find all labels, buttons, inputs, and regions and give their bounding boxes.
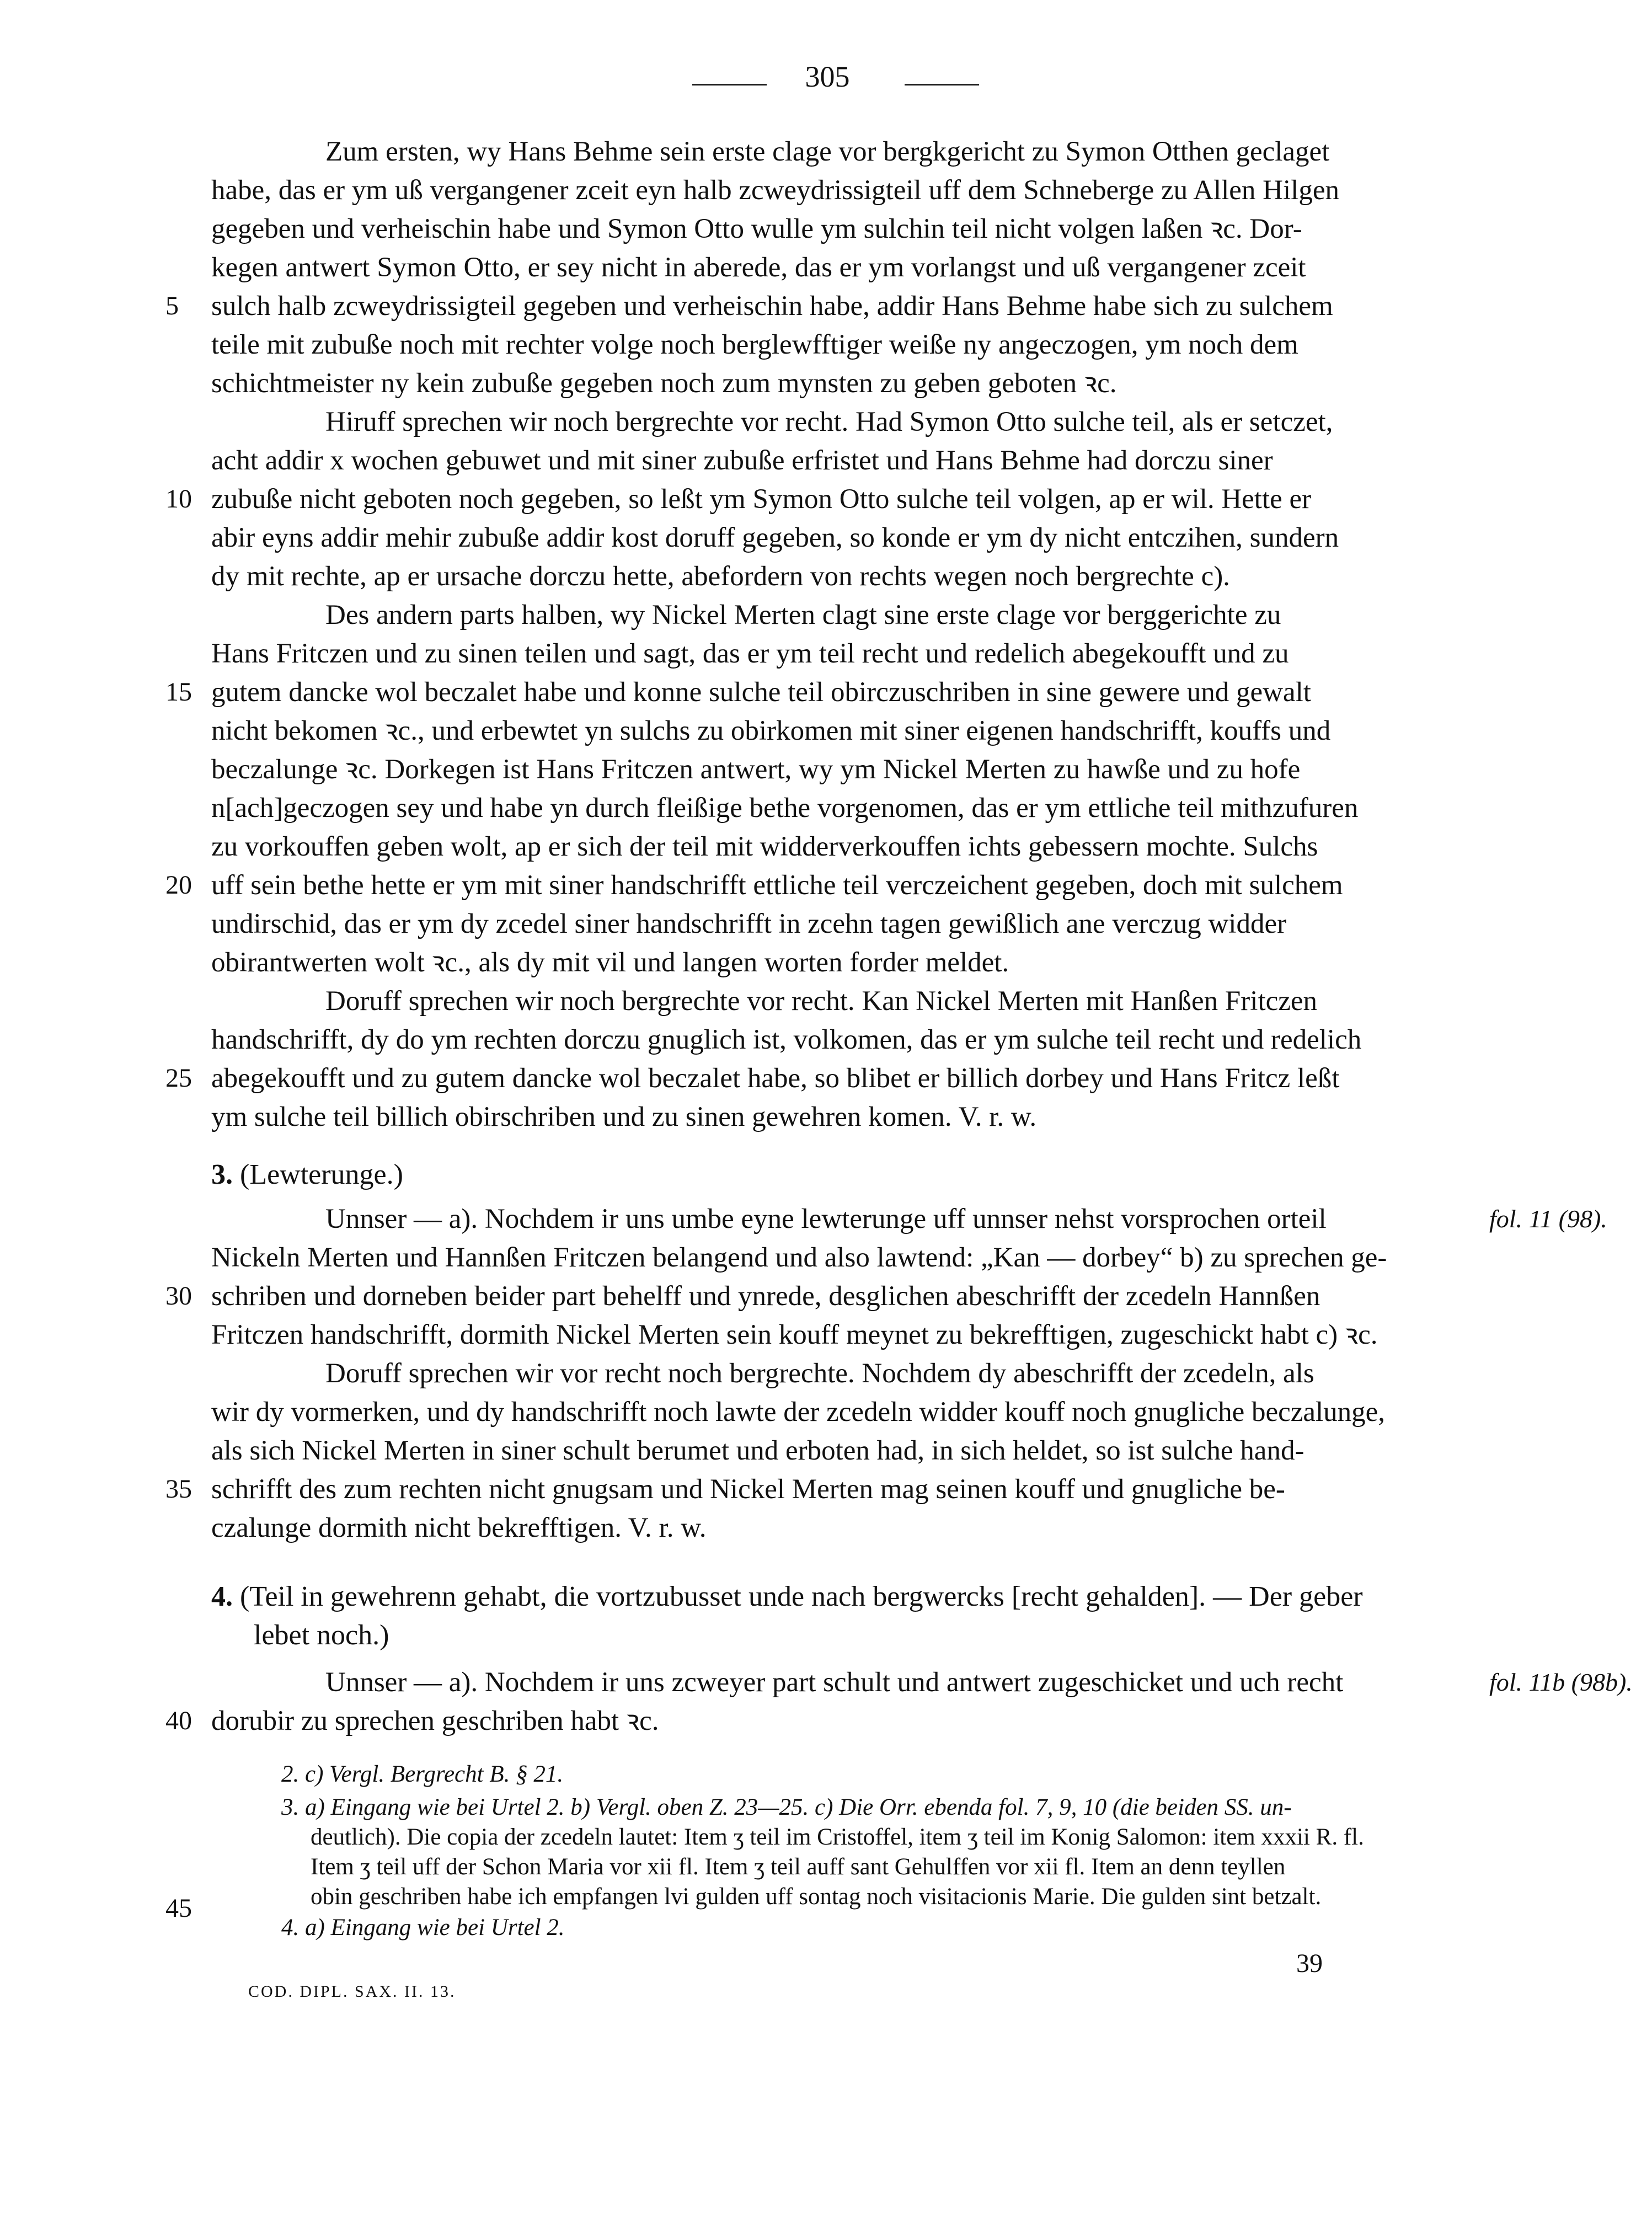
- body-line: schriben und dorneben beider part behelff und ynrede, desglichen abeschrifft der zcedeln Hannßen: [211, 1281, 1320, 1312]
- margin-folio-note: fol. 11 (98).: [1489, 1205, 1607, 1233]
- body-line: gegeben und verheischin habe und Symon Otto wulle ym sulchin teil nicht volgen laßen ꝛc. Dor-: [211, 213, 1302, 244]
- body-line: uff sein bethe hette er ym mit siner handschrifft ettliche teil verczeichent gegeben, doch mit sulchem: [211, 870, 1343, 901]
- body-line: Fritczen handschrifft, dormith Nickel Merten sein kouff meynet zu bekrefftigen, zugeschickt habt c) ꝛc.: [211, 1319, 1378, 1350]
- body-line: zu vorkouffen geben wolt, ap er sich der teil mit widderverkouffen ichts gebessern mochte. Sulchs: [211, 831, 1318, 862]
- section-title: (Lewterunge.): [240, 1159, 403, 1190]
- line-number: 15: [165, 677, 192, 707]
- line-number: 35: [165, 1474, 192, 1504]
- body-line: Nickeln Merten und Hannßen Fritczen belangend und also lawtend: „Kan — dorbey“ b) zu sprechen ge-: [211, 1242, 1387, 1273]
- body-line: obirantwerten wolt ꝛc., als dy mit vil und langen worten forder meldet.: [211, 947, 1009, 978]
- footnote: [281, 1913, 565, 1943]
- body-line: dorubir zu sprechen geschriben habt ꝛc.: [211, 1706, 659, 1736]
- line-number: 5: [165, 291, 179, 320]
- line-number: 10: [165, 484, 192, 514]
- body-line: schrifft des zum rechten nicht gnugsam und Nickel Merten mag seinen kouff und gnugliche be-: [211, 1474, 1285, 1505]
- body-line: gutem dancke wol beczalet habe und konne sulche teil obirczuschriben in sine gewere und gewalt: [211, 677, 1311, 708]
- section-4-heading: [211, 1578, 1363, 1616]
- section-number: 4.: [211, 1581, 233, 1612]
- body-line: als sich Nickel Merten in siner schult berumet und erboten had, in sich heldet, so ist sulche hand-: [211, 1435, 1305, 1466]
- body-line: kegen antwert Symon Otto, er sey nicht in aberede, das er ym vorlangst und uß vergangener zceit: [211, 252, 1306, 283]
- body-line: ym sulche teil billich obirschriben und zu sinen gewehren komen. V. r. w.: [211, 1102, 1037, 1132]
- body-line: nicht bekomen ꝛc., und erbewtet yn sulchs zu obirkomen mit siner eigenen handschrifft, kouffs und: [211, 715, 1331, 746]
- line-number: 40: [165, 1706, 192, 1735]
- body-line: sulch halb zcweydrissigteil gegeben und verheischin habe, addir Hans Behme habe sich zu sulchem: [211, 291, 1333, 322]
- body-line: handschrifft, dy do ym rechten dorczu gnuglich ist, volkomen, das er ym sulche teil recht und redelich: [211, 1024, 1362, 1055]
- footnote: obin geschriben habe ich empfangen lvi gulden uff sontag noch visitacionis Marie. Die gulden sint betzalt.: [311, 1884, 1322, 1910]
- body-line: dy mit rechte, ap er ursache dorczu hette, abefordern von rechts wegen noch bergrechte c).: [211, 561, 1230, 592]
- page-number: 305: [805, 60, 850, 93]
- body-line: n[ach]geczogen sey und habe yn durch fleißige bethe vorgenomen, das er ym ettliche teil mithzufuren: [211, 793, 1359, 824]
- line-number: 30: [165, 1281, 192, 1311]
- body-line: Doruff sprechen wir vor recht noch bergrechte. Nochdem dy abeschrifft der zcedeln, als: [325, 1358, 1314, 1389]
- body-line: Hans Fritczen und zu sinen teilen und sagt, das er ym teil recht und redelich abegekoufft und zu: [211, 638, 1289, 669]
- footnote-text: 2. c) Vergl. Bergrecht B. § 21.: [281, 1761, 564, 1787]
- body-line: Zum ersten, wy Hans Behme sein erste clage vor bergkgericht zu Symon Otthen geclaget: [325, 136, 1330, 167]
- section-title: (Teil in gewehrenn gehabt, die vortzubusset unde nach bergwercks [recht gehalden]. — Der geber: [240, 1581, 1363, 1612]
- footnote: [281, 1793, 1292, 1822]
- body-line: abegekoufft und zu gutem dancke wol beczalet habe, so blibet er billich dorbey und Hans Fritcz leßt: [211, 1063, 1340, 1094]
- body-line: czalunge dormith nicht bekrefftigen. V. r. w.: [211, 1512, 707, 1543]
- body-line: Des andern parts halben, wy Nickel Merten clagt sine erste clage vor berggerichte zu: [325, 600, 1281, 630]
- body-line: schichtmeister ny kein zubuße gegeben noch zum mynsten zu geben geboten ꝛc.: [211, 368, 1117, 399]
- body-line: undirschid, das er ym dy zcedel siner handschrifft in zcehn tagen gewißlich ane verczug widder: [211, 908, 1287, 939]
- section-number: 3.: [211, 1159, 233, 1190]
- body-line: Unnser — a). Nochdem ir uns umbe eyne lewterunge uff unnser nehst vorsprochen orteil: [325, 1204, 1327, 1234]
- body-line: Hiruff sprechen wir noch bergrechte vor recht. Had Symon Otto sulche teil, als er setczet,: [325, 407, 1333, 437]
- body-line: wir dy vormerken, und dy handschrifft noch lawte der zcedeln widder kouff noch gnugliche beczalunge,: [211, 1397, 1386, 1428]
- footnote: Item ʒ teil uff der Schon Maria vor xii fl. Item ʒ teil auff sant Gehulffen vor xii fl. Item an denn teyllen: [311, 1854, 1286, 1880]
- body-line: Doruff sprechen wir noch bergrechte vor recht. Kan Nickel Merten mit Hanßen Fritczen: [325, 986, 1318, 1017]
- body-line: abir eyns addir mehir zubuße addir kost doruff gegeben, so konde er ym dy nicht entczihen, sundern: [211, 522, 1339, 553]
- header-rule-left: [692, 84, 767, 85]
- signature-mark: 39: [1296, 1949, 1323, 1978]
- page-header: [0, 60, 1652, 104]
- footnote-text: 3. a) Eingang wie bei Urtel 2. b) Vergl. oben Z. 23—25. c) Die Orr. ebenda fol. 7, 9, 10 (die beiden SS. un-: [281, 1794, 1292, 1820]
- line-number: 20: [165, 870, 192, 900]
- section-4-heading-cont: lebet noch.): [254, 1619, 389, 1651]
- codex-reference: COD. DIPL. SAX. II. 13.: [248, 1982, 456, 2001]
- body-line: beczalunge ꝛc. Dorkegen ist Hans Fritczen antwert, wy ym Nickel Merten zu hawße und zu hofe: [211, 754, 1301, 785]
- footnote-text: 4. a) Eingang wie bei Urtel 2.: [281, 1915, 565, 1941]
- line-number: 45: [165, 1894, 192, 1923]
- body-line: Unnser — a). Nochdem ir uns zcweyer part schult und antwert zugeschicket und uch recht: [325, 1667, 1344, 1698]
- body-line: teile mit zubuße noch mit rechter volge noch berglewfftiger weiße ny angeczogen, ym noch dem: [211, 329, 1298, 360]
- margin-folio-note: fol. 11b (98b).: [1489, 1668, 1633, 1696]
- line-number: 25: [165, 1063, 192, 1093]
- footnote: [281, 1760, 563, 1789]
- footnote: deutlich). Die copia der zcedeln lautet: Item ʒ teil im Cristoffel, item ʒ teil im Konig Salomon: item xxxii R. fl.: [311, 1824, 1364, 1850]
- body-line: acht addir x wochen gebuwet und mit siner zubuße erfristet und Hans Behme had dorczu siner: [211, 445, 1273, 476]
- section-3-heading: [211, 1156, 403, 1194]
- body-line: habe, das er ym uß vergangener zceit eyn halb zcweydrissigteil uff dem Schneberge zu Allen Hilgen: [211, 175, 1339, 206]
- body-line: zubuße nicht geboten noch gegeben, so leßt ym Symon Otto sulche teil volgen, ap er wil. Hette er: [211, 484, 1312, 515]
- header-rule-right: [905, 84, 979, 85]
